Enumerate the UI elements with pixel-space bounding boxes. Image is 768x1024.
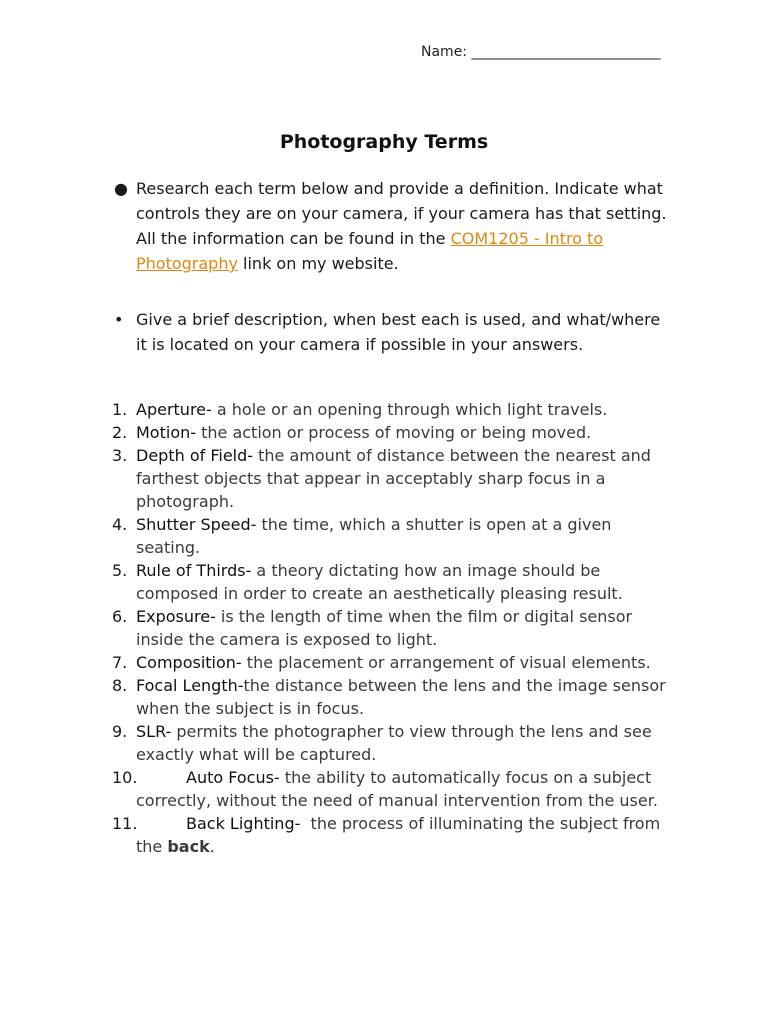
term-name: Composition- <box>136 653 242 672</box>
list-number: 5. <box>112 561 128 580</box>
terms-list <box>112 398 680 858</box>
bullet-dot-icon: ● <box>114 179 128 198</box>
list-number: 9. <box>112 722 128 741</box>
instruction-bullet-2 <box>114 307 674 357</box>
list-item <box>112 766 680 812</box>
instruction-text-1-start: Research each term below and provide a definition. Indicate what controls they are on your camera, if your camera has that setting. All the information can be found in the <box>136 179 667 248</box>
term-definition: the distance between the lens and the image sensor when the subject is in focus. <box>136 676 666 718</box>
term-definition: the process of illuminating the subject from the <box>136 814 666 856</box>
term-name: Motion- <box>136 423 197 442</box>
bullet-dot-icon: • <box>114 310 124 329</box>
term-name: Back Lighting- <box>186 814 301 833</box>
instruction-text-1 <box>136 176 674 276</box>
term-definition: the time, which a shutter is open at a given seating. <box>136 515 612 557</box>
list-item <box>112 421 680 444</box>
list-number: 10. <box>112 768 138 787</box>
term-name: Exposure- <box>136 607 216 626</box>
list-number: 3. <box>112 446 128 465</box>
term-name: Rule of Thirds- <box>136 561 252 580</box>
term-definition: is the length of time when the film or digital sensor inside the camera is exposed to light. <box>136 607 633 649</box>
list-item <box>112 444 680 513</box>
list-number: 8. <box>112 676 128 695</box>
term-definition: the ability to automatically focus on a subject correctly, without the need of manual intervention from the user. <box>136 768 658 810</box>
instruction-text-2: Give a brief description, when best each is used, and what/where it is located on your camera if possible in your answers. <box>136 310 661 354</box>
name-field-label: Name: ___________________________ <box>421 44 661 60</box>
term-name: SLR- <box>136 722 172 741</box>
term-name: Shutter Speed- <box>136 515 257 534</box>
term-name: Aperture- <box>136 400 212 419</box>
term-definition: the amount of distance between the nearest and farthest objects that appear in acceptably sharp focus in a photograph. <box>136 446 651 511</box>
term-definition: the placement or arrangement of visual elements. <box>241 653 651 672</box>
list-number: 1. <box>112 400 128 419</box>
list-number: 4. <box>112 515 128 534</box>
list-number: 6. <box>112 607 128 626</box>
document-title: Photography Terms <box>279 131 489 153</box>
list-item <box>112 651 680 674</box>
list-item <box>112 513 680 559</box>
list-item <box>112 559 680 605</box>
term-definition: the action or process of moving or being moved. <box>196 423 592 442</box>
instruction-text-1-end: link on my website. <box>237 254 399 273</box>
term-definition-emphasis: back <box>167 837 210 856</box>
list-item <box>112 674 680 720</box>
term-definition: permits the photographer to view through the lens and see exactly what will be captured. <box>136 722 652 764</box>
term-definition: a theory dictating how an image should be composed in order to create an aesthetically pleasing result. <box>136 561 623 603</box>
term-definition-end: . <box>209 837 215 856</box>
instruction-bullet-1 <box>114 176 674 276</box>
term-name: Depth of Field- <box>136 446 254 465</box>
list-number: 7. <box>112 653 128 672</box>
term-name: Focal Length- <box>136 676 244 695</box>
term-name: Auto Focus- <box>186 768 280 787</box>
list-item <box>112 720 680 766</box>
list-item <box>112 812 680 858</box>
list-number: 2. <box>112 423 128 442</box>
course-link[interactable]: COM1205 - Intro to Photography <box>136 229 604 273</box>
list-item <box>112 605 680 651</box>
term-definition: a hole or an opening through which light travels. <box>211 400 608 419</box>
list-item <box>112 398 680 421</box>
list-number: 11. <box>112 814 138 833</box>
